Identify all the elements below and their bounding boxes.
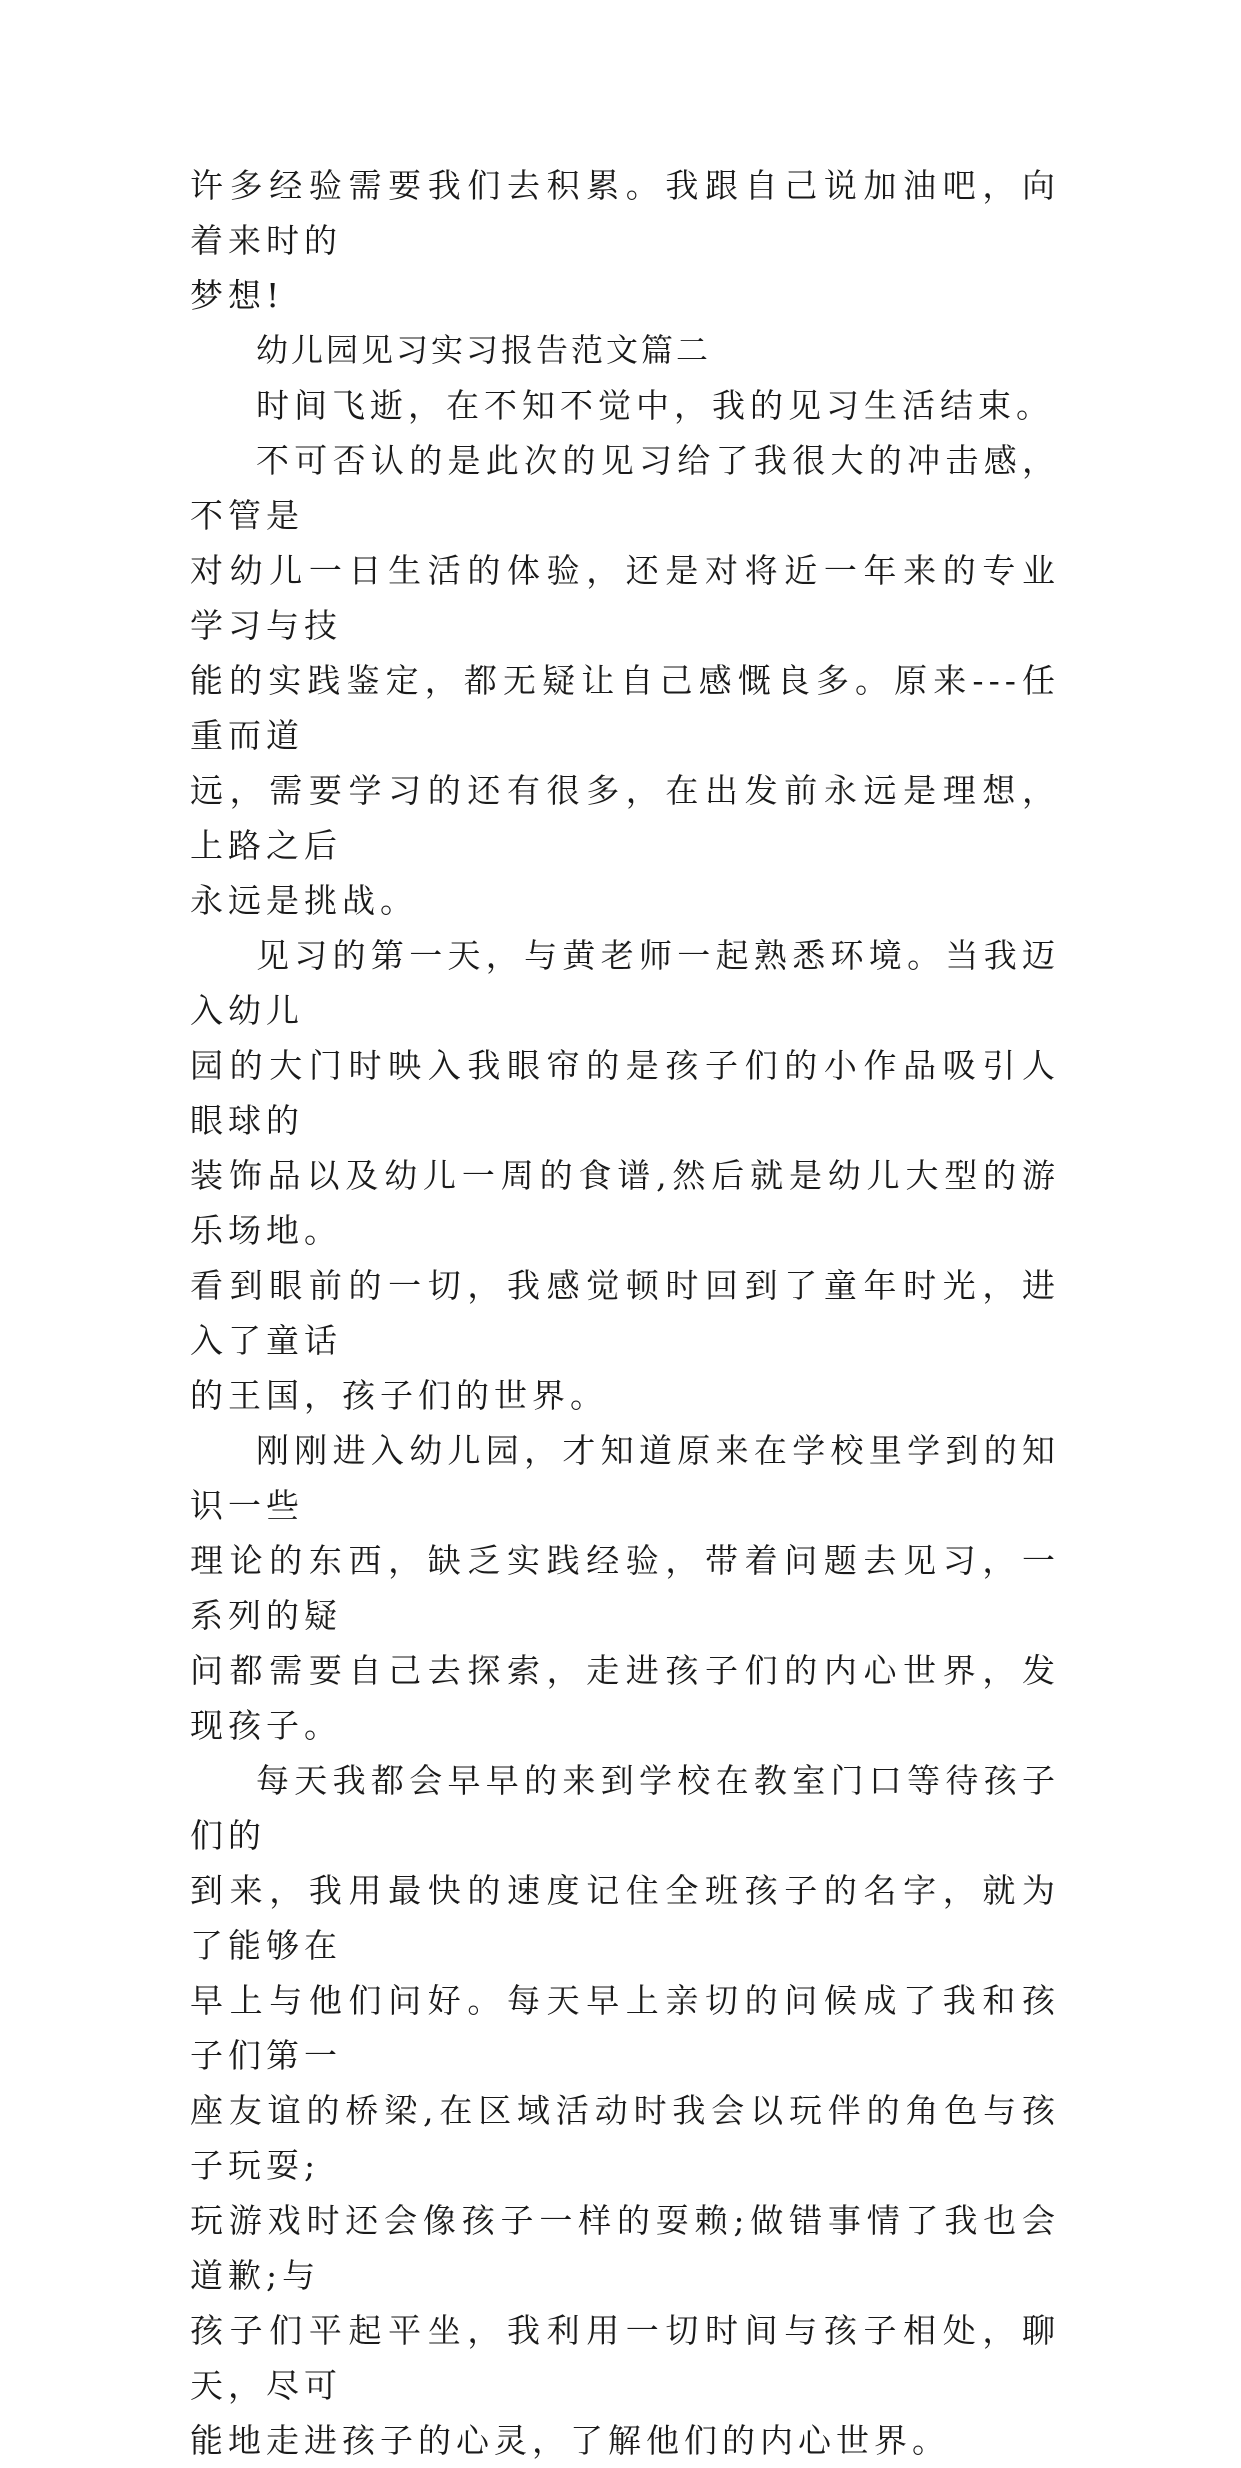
paragraph: 时间飞逝，在不知不觉中，我的见习生活结束。 [256,386,1054,425]
document-body [190,158,1060,2468]
paragraph-continuation: 许多经验需要我们去积累。我跟自己说加油吧，向着来时的 梦想! [190,166,1060,315]
paragraph: 每天我都会早早的来到学校在教室门口等待孩子们的 到来，我用最快的速度记住全班孩子的名字，就为了能够在 早上与他们问好。每天早上亲切的问候成了我和孩子们第一 座友谊的桥梁,在区域活动时我会以玩伴的角色与孩子玩耍; 玩游戏时还会像孩子一样的耍赖;做错事情了我也会道歉;与 孩子们平起平坐，我利用一切时间与孩子相处，聊天，尽可 能地走进孩子的心灵，了解他们的内心世界。 [190,1761,1060,2460]
paragraph: 刚刚进入幼儿园，才知道原来在学校里学到的知识一些 理论的东西，缺乏实践经验，带着问题去见习，一系列的疑 问都需要自己去探索，走进孩子们的内心世界，发现孩子。 [190,1431,1060,1745]
section-heading: 幼儿园见习实习报告范文篇二 [256,331,712,369]
paragraph: 见习的第一天，与黄老师一起熟悉环境。当我迈入幼儿 园的大门时映入我眼帘的是孩子们的小作品吸引人眼球的 装饰品以及幼儿一周的食谱,然后就是幼儿大型的游乐场地。 看到眼前的一切，我感觉顿时回到了童年时光，进入了童话 的王国，孩子们的世界。 [190,936,1060,1415]
paragraph: 不可否认的是此次的见习给了我很大的冲击感，不管是 对幼儿一日生活的体验，还是对将近一年来的专业学习与技 能的实践鉴定，都无疑让自己感慨良多。原来---任重而道 远，需要学习的还有很多，在出发前永远是理想，上路之后 永远是挑战。 [190,441,1060,920]
